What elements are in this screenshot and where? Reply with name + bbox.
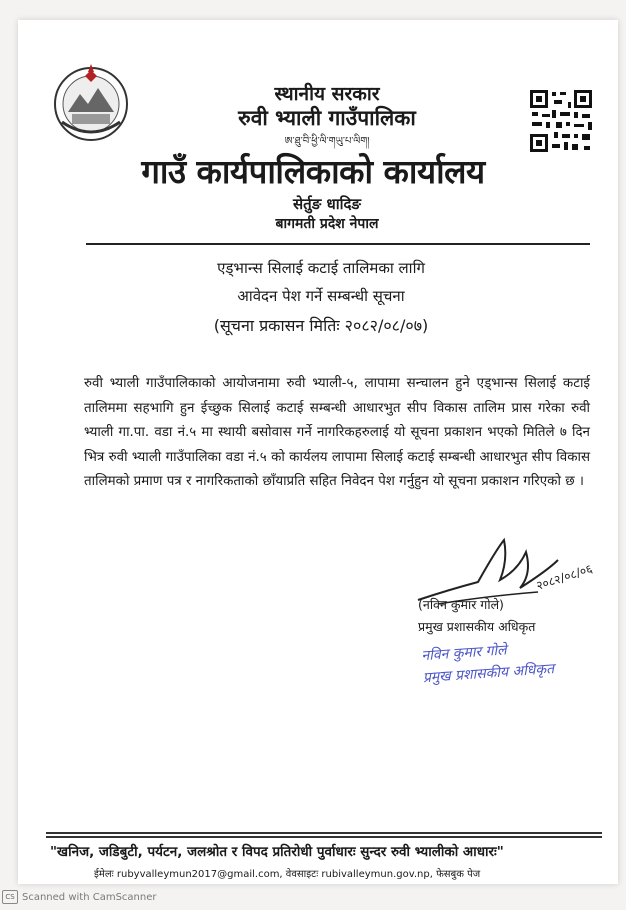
notice-body-paragraph: रुवी भ्याली गाउँपालिकाको आयोजनामा रुवी भ्याली-५, लापामा सन्चालन हुने एड्भान्स सिलाई कटाई तालिममा सहभागि हुन ईच्छुक सिलाई कटाई सम्बन्धी आधारभुत सीप विकास तालिम प्रास गरेका रुवी भ्याली गा.पा. वडा नं.५ मा स्थायी बसोवास गर्ने नागरिकहरुलाई यो सूचना प्रकाशन भएको मितिले ७ दिन भित्र रुवी भ्याली गाउँपालिका वडा नं.५ को कार्यलय लापामा सिलाई कटाई सम्बन्धी आधारभुत सीप विकास तालिमको प्रमाण पत्र र नागरिकताको छाँयाप्रति सहित निवेदन पेश गर्नुहुन यो सूचना प्रकाशन गरिएको छ ।	[84, 376, 590, 489]
subject-line-2: आवेदन पेश गर्ने सम्बन्धी सूचना	[237, 287, 405, 305]
stamp-name: नविन कुमार गोले	[420, 642, 508, 665]
signature-date: २०८२/०८/०६	[534, 561, 595, 593]
footer-contact: ईमेलः rubyvalleymun2017@gmail.com, वेवसाइटः rubivalleymun.gov.np, फेसबुक पेज	[94, 869, 481, 880]
location-line-2: बागमती प्रदेश नेपाल	[275, 216, 379, 232]
location-line-1: सेर्तुङ धादिङ	[293, 195, 361, 213]
signatory-name: (नविन कुमार गोले)	[418, 597, 504, 612]
stamp-title: प्रमुख प्रशासकीय अधिकृत	[422, 661, 555, 687]
header-divider	[86, 243, 590, 245]
scanner-label: Scanned with CamScanner	[22, 891, 157, 903]
header-line-local-government: स्थानीय सरकार	[274, 83, 380, 105]
signatory-title: प्रमुख प्रशासकीय अधिकृत	[418, 619, 536, 634]
footer-slogan: "खनिज, जडिबुटी, पर्यटन, जलश्रोत र विपद प्रतिरोधी पुर्वाधारः सुन्दर रुवी भ्यालीको आधारः"	[50, 844, 504, 860]
header-script-line: ཨ་ཐུ་བི་ཕྱི་ལི་གཡུ་པ་ལིག།	[284, 136, 370, 147]
footer-divider-bottom	[46, 836, 602, 838]
scanner-watermark	[2, 890, 157, 904]
subject-line-1: एड्भान्स सिलाई कटाई तालिमका लागि	[217, 259, 425, 277]
footer-divider-top	[46, 832, 602, 834]
publication-date-line: (सूचना प्रकासन मितिः २०८२/०८/०७)	[213, 316, 429, 335]
camscanner-icon: CS	[2, 890, 18, 904]
header-municipality-name: रुवी भ्याली गाउँपालिका	[238, 106, 416, 130]
office-title: गाउँ कार्यपालिकाको कार्यालय	[141, 152, 485, 191]
